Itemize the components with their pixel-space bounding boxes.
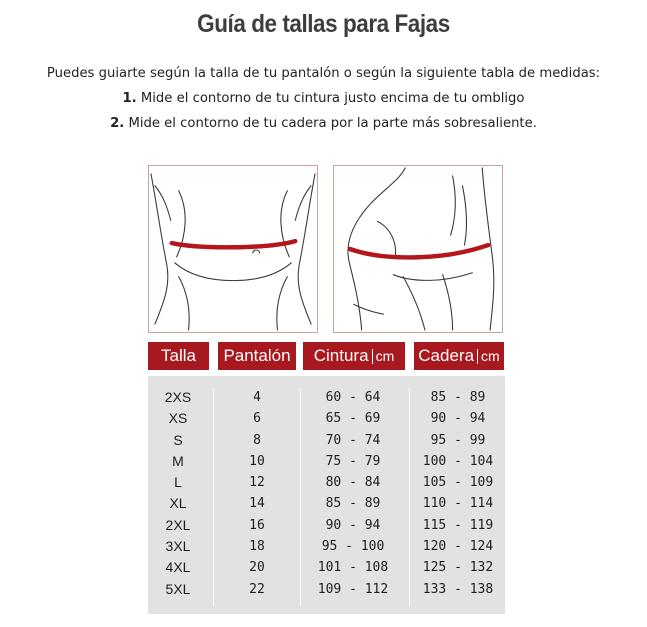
cell-talla: 5XL (165, 580, 191, 597)
cell-cintura: 85 - 89 (325, 496, 381, 512)
hip-measurement-illustration (333, 165, 503, 333)
cell-cintura: 109 - 112 (317, 581, 389, 597)
cell-pantalon: 16 (249, 517, 265, 533)
header-label: Talla (161, 346, 196, 365)
header-unit: cm (372, 349, 395, 364)
step-text: Mide el contorno de tu cadera por la parte más sobresaliente. (128, 116, 537, 131)
column-divider (409, 388, 410, 606)
cell-talla: 2XS (164, 389, 192, 405)
header-label: Cadera (418, 346, 475, 365)
cell-pantalon: 14 (249, 496, 265, 512)
step-1 (0, 91, 647, 106)
cell-talla: 3XL (165, 538, 191, 555)
header-label: Pantalón (223, 346, 291, 365)
cell-cadera: 95 - 99 (430, 432, 486, 448)
cell-cintura: 70 - 74 (325, 432, 381, 448)
header-pantalon (218, 342, 296, 370)
cell-pantalon: 8 (253, 432, 261, 448)
column-pantalon (222, 387, 292, 600)
cell-cintura: 75 - 79 (325, 453, 381, 469)
cell-pantalon: 10 (249, 453, 265, 469)
cell-talla: M (172, 452, 184, 469)
cell-cadera: 125 - 132 (422, 560, 494, 576)
cell-pantalon: 12 (249, 475, 265, 491)
page-title: Guía de tallas para Fajas (197, 10, 450, 38)
header-talla (148, 342, 209, 370)
cell-cintura: 60 - 64 (325, 390, 381, 405)
side-torso-drawing (334, 166, 502, 332)
header-cadera (414, 342, 504, 370)
cell-talla: XS (168, 410, 188, 427)
cell-talla: L (174, 474, 182, 491)
intro-text: Puedes guiarte según la talla de tu pantalón o según la siguiente tabla de medidas: (46, 66, 601, 81)
cell-talla: S (173, 431, 183, 448)
cell-pantalon: 6 (253, 411, 261, 427)
cell-cadera: 110 - 114 (422, 496, 494, 512)
step-text: Mide el contorno de tu cintura justo encima de tu ombligo (140, 91, 525, 106)
step-2 (0, 116, 647, 131)
header-cintura (303, 342, 405, 370)
cell-cadera: 100 - 104 (422, 453, 494, 469)
cell-pantalon: 4 (253, 390, 261, 405)
cell-talla: XL (169, 495, 187, 512)
cell-talla: 4XL (165, 559, 191, 576)
cell-cintura: 101 - 108 (317, 560, 389, 576)
cell-pantalon: 22 (249, 581, 265, 597)
cell-cintura: 80 - 84 (325, 475, 381, 491)
cell-cadera: 85 - 89 (430, 390, 486, 405)
header-unit: cm (477, 349, 500, 364)
cell-pantalon: 20 (249, 560, 265, 576)
cell-cadera: 133 - 138 (422, 581, 494, 597)
cell-talla: 2XL (165, 516, 191, 533)
step-number: 1. (122, 91, 137, 106)
column-divider (300, 388, 301, 606)
cell-cadera: 105 - 109 (422, 475, 494, 491)
cell-cadera: 90 - 94 (430, 411, 486, 427)
column-cintura (305, 387, 401, 600)
front-torso-drawing (149, 166, 317, 332)
cell-cintura: 65 - 69 (325, 411, 381, 427)
header-label: Cintura (313, 346, 369, 365)
column-divider (213, 388, 214, 606)
cell-cadera: 115 - 119 (422, 517, 494, 533)
cell-cadera: 120 - 124 (422, 539, 494, 555)
cell-cintura: 95 - 100 (321, 539, 385, 555)
cell-cintura: 90 - 94 (325, 517, 381, 533)
waist-measurement-illustration (148, 165, 318, 333)
column-cadera (413, 387, 503, 600)
cell-pantalon: 18 (249, 539, 265, 555)
step-number: 2. (110, 116, 125, 131)
column-talla (153, 387, 203, 600)
